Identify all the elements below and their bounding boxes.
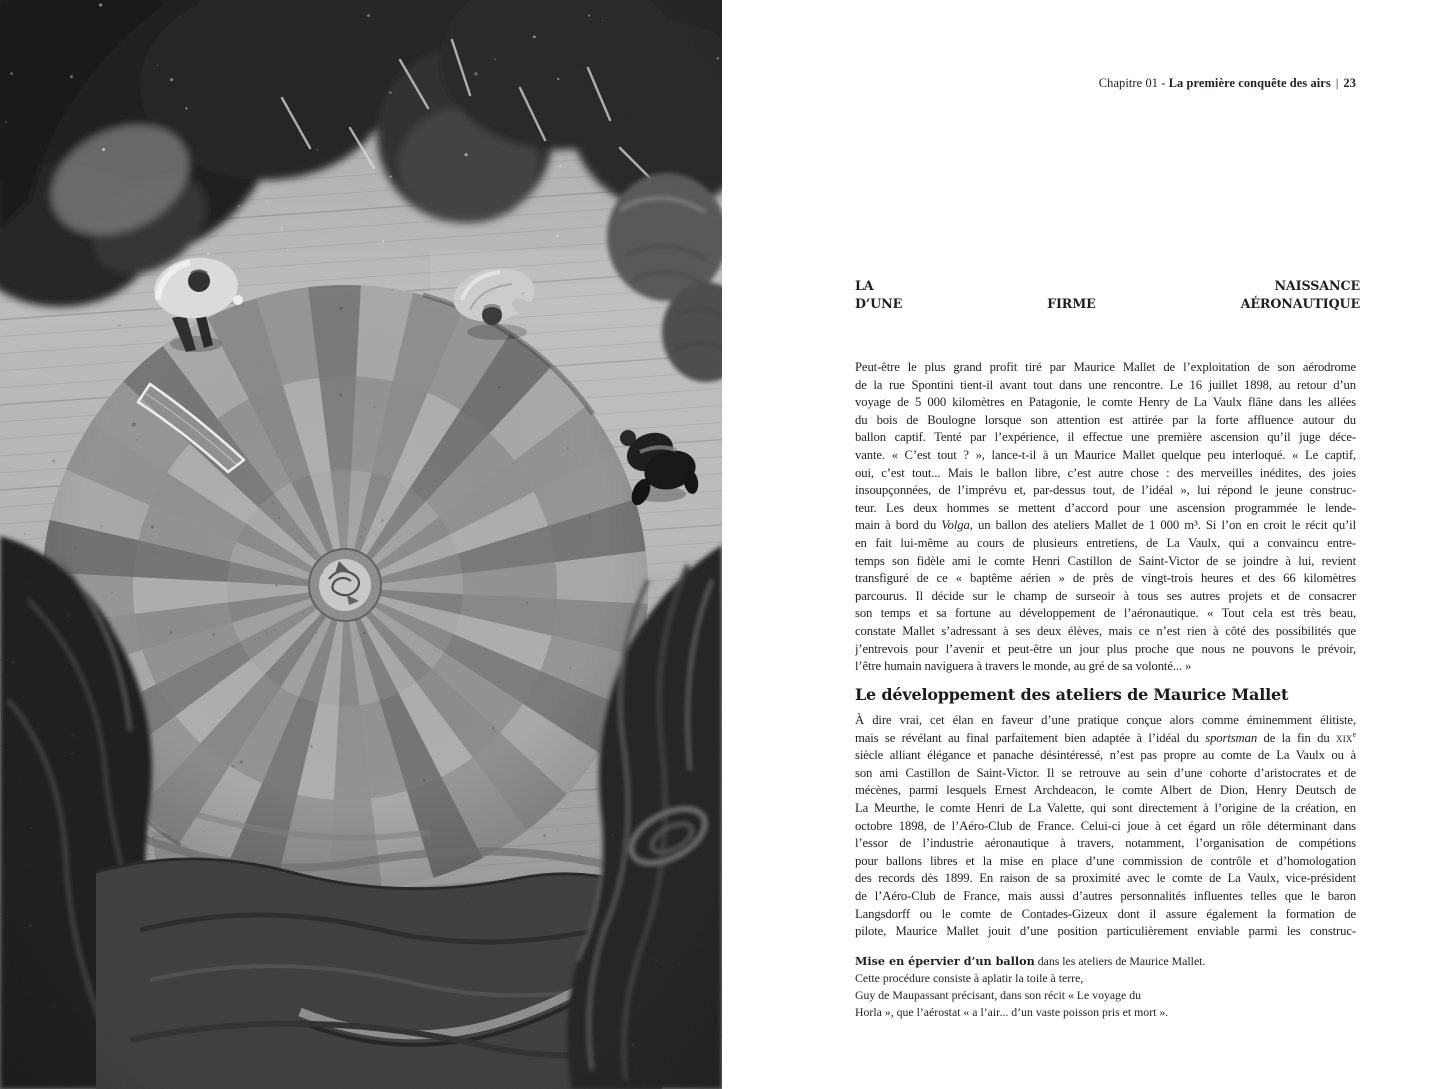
text-line: constate Mallet s’adressant à ses deux élèves, mais ce n’est rien à côté des possibilités que: [855, 623, 1356, 638]
text-line: Mise en épervier d’un ballon dans les ateliers de Maurice Mallet.: [855, 954, 1206, 968]
intro-paragraph: [855, 359, 1356, 676]
text-line: l’essor de l’industrie aéronautique à travers, notamment, l’organisation de compétions: [855, 836, 1356, 851]
text-line: de la rue Spontini tient-il avant tout dans une rencontre. Le 16 juillet 1898, au retour d’un: [855, 377, 1356, 392]
photo-caption: [855, 953, 1285, 1021]
text-line: main à bord du Volga, un ballon des ateliers Mallet de 1 000 m³. Si l’on en croit le récit qu’il: [855, 518, 1356, 533]
text-line: l’être humain naviguera à travers le monde, au gré de sa volonté... »: [855, 659, 1192, 674]
text-line: son ami Castillon de Saint-Victor. Il se retrouve au sein d’une cohorte d’aristocrates et de: [855, 765, 1356, 780]
text-line: voyage de 5 000 kilomètres en Patagonie, le comte Henry de La Vaulx flâne dans les allées: [855, 395, 1356, 410]
page-number: 23: [1343, 76, 1356, 90]
section-heading: Le développement des ateliers de Maurice Mallet: [855, 685, 1289, 704]
text-line: D’UNE FIRME AÉRONAUTIQUE: [855, 295, 1360, 311]
section-paragraph: [855, 712, 1356, 941]
text-line: oui, c’est tout... Mais le ballon libre, c’est autre chose : des merveilles inédites, des joies: [855, 465, 1356, 480]
text-line: teur. Les deux hommes se mettent d’accord pour une ascension programmée le lende-: [855, 500, 1356, 515]
text-line: À dire vrai, cet élan en faveur d’une pratique conçue alors comme éminemment élitiste,: [855, 713, 1356, 727]
text-line: j’entrevois pour l’avenir et peut-être un jour plus proche que nous ne pouvons le prévoir,: [855, 641, 1356, 656]
running-head-chapter: Chapitre 01 -: [1098, 76, 1169, 90]
text-line: parcourus. Il décide sur le champ de surseoir à tous ses autres projets et de consacrer: [855, 588, 1356, 603]
text-line: siècle alliant élégance et panache désintéressé, n’est pas propre au comte de La Vaulx ou à: [855, 748, 1356, 763]
article-title: [855, 277, 1360, 312]
text-line: vante. « C’est tout ? », lance-t-il à un Maurice Mallet quelque peu interloqué. « Le captif,: [855, 447, 1356, 462]
text-line: Peut-être le plus grand profit tiré par Maurice Mallet de l’exploitation de son aérodrome: [855, 360, 1356, 374]
text-line: LA NAISSANCE: [855, 278, 1360, 293]
text-line: ballon captif. Tenté par l’expérience, il effectue une première ascension qu’il juge déce-: [855, 430, 1356, 445]
text-line: Guy de Maupassant précisant, dans son récit « Le voyage du: [855, 988, 1141, 1002]
text-line: temps son fidèle ami le comte Henri Castillon de Saint-Victor de se joindre à lui, revient: [855, 553, 1356, 568]
text-line: insoupçonnées, de l’imprévu et, par-dessus tout, de l’idéal », lui répond le jeune construc-: [855, 483, 1356, 498]
text-line: des records dès 1899. En raison de sa proximité avec le comte de La Vaulx, vice-président: [855, 871, 1356, 886]
text-line: son temps et sa fortune au développement de l’aéronautique. « Tout cela est très beau,: [855, 606, 1356, 621]
running-head: [855, 76, 1356, 90]
text-line: pilote, Maurice Mallet jouit d’une position particulièrement enviable parmi les construc-: [855, 924, 1356, 939]
running-head-separator-icon: |: [1335, 76, 1339, 90]
text-line: de l’Aéro-Club de France, mais aussi d’autres personnalités influentes telles que le baron: [855, 888, 1356, 903]
text-line: Langsdorff ou le comte de Contades-Gizeux dont il assure également la formation de: [855, 906, 1356, 921]
text-line: transfiguré de ce « baptême aérien » de près de vingt-trois heures et des 66 kilomètres: [855, 571, 1356, 586]
text-line: en fait lui-même au cours de plusieurs entretiens, de La Vaulx, qui a convaincu entre-: [855, 535, 1356, 550]
text-line: pour ballons libres et la mise en place d’une commission de contrôle et d’homologation: [855, 853, 1356, 868]
text-line: octobre 1898, de l’Aéro-Club de France. Celui-ci joue à cet égard un rôle déterminant dans: [855, 818, 1356, 833]
text-line: La Meurthe, le comte Henri de La Valette, qui sont directement à l’origine de la création, en: [855, 800, 1356, 815]
text-line: mécènes, parmi lesquels Ernest Archdeacon, le comte Albert de Dion, Henry Deutsch de: [855, 783, 1356, 798]
text-line: Horla », que l’aérostat « a l’air... d’un vaste poisson pris et mort ».: [855, 1005, 1169, 1019]
running-head-title: La première conquête des airs: [1168, 76, 1331, 90]
text-line: Cette procédure consiste à aplatir la toile à terre,: [855, 971, 1084, 985]
text-line: du bois de Boulogne lorsque son attention est attirée par la forte affluence autour du: [855, 412, 1356, 427]
text-line: mais se révélant au final parfaitement bien adaptée à l’idéal du sportsman de la fin du xix$^e$: [855, 729, 1356, 745]
